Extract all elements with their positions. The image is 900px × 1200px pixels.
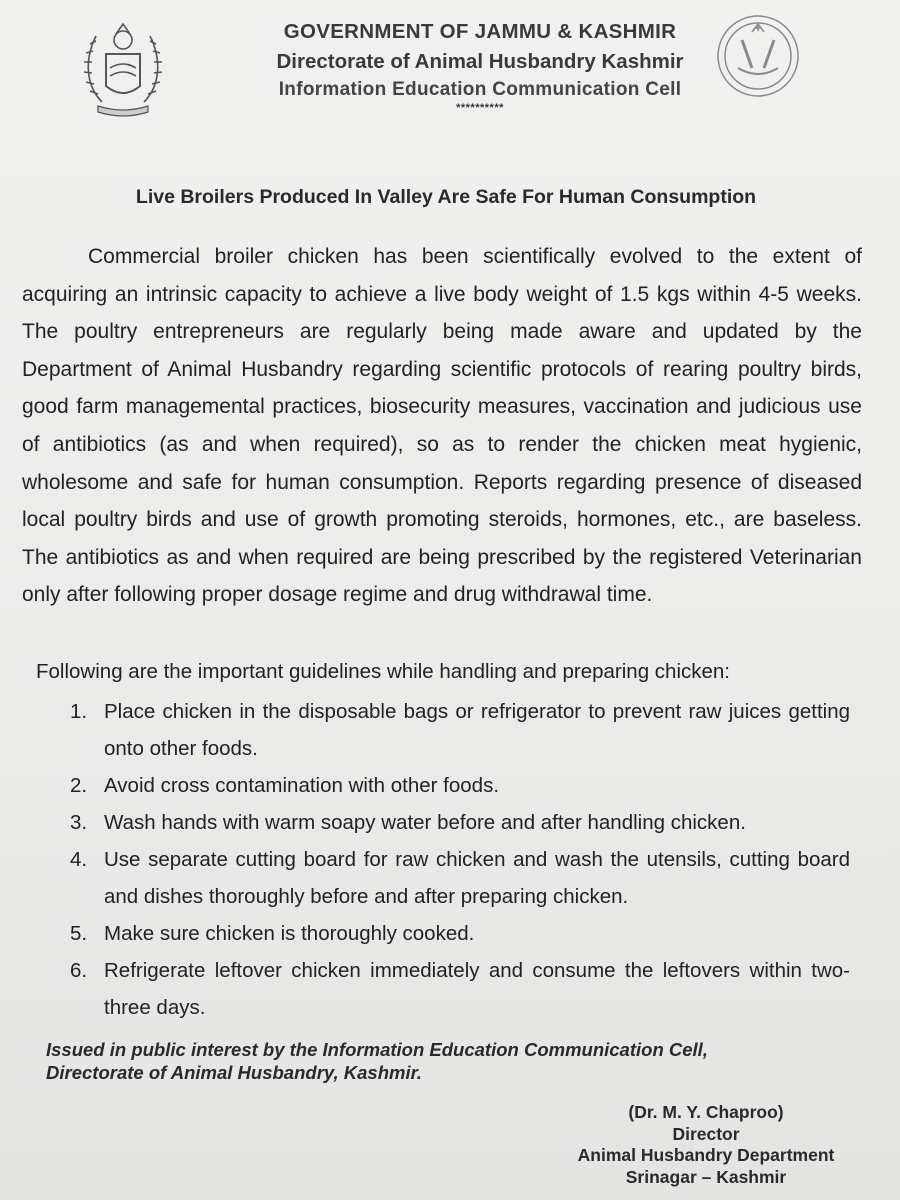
list-item <box>70 767 850 804</box>
list-item-text: Refrigerate leftover chicken immediately and consume the leftovers within two-three days. <box>104 959 850 1019</box>
state-emblem-icon <box>80 10 166 118</box>
signatory-name: (Dr. M. Y. Chaproo) <box>628 1102 784 1122</box>
list-item-number: 1. <box>70 700 88 723</box>
list-item-number: 6. <box>70 959 88 982</box>
government-title: GOVERNMENT OF JAMMU & KASHMIR <box>283 20 677 43</box>
signatory-department: Animal Husbandry Department <box>577 1145 835 1165</box>
list-item-number: 4. <box>70 848 88 871</box>
letterhead <box>160 22 800 114</box>
notice-headline: Live Broilers Produced In Valley Are Safe For Human Consumption <box>135 186 757 208</box>
list-item-text: Use separate cutting board for raw chicken and wash the utensils, cutting board and dishes thoroughly before and after preparing chicken. <box>104 848 850 908</box>
list-item <box>70 952 850 1026</box>
list-item-text: Make sure chicken is thoroughly cooked. <box>104 922 475 945</box>
signatory-title: Director <box>672 1123 740 1144</box>
cell-title: Information Education Communication Cell <box>278 79 682 100</box>
issued-by-line-1: Issued in public interest by the Information Education Communication Cell, <box>46 1039 708 1060</box>
signatory-location: Srinagar – Kashmir <box>625 1166 787 1187</box>
list-item <box>70 915 850 952</box>
list-item-number: 3. <box>70 811 88 834</box>
list-item <box>70 841 850 915</box>
list-item-text: Avoid cross contamination with other foods. <box>104 774 500 797</box>
issued-by-line-2: Directorate of Animal Husbandry, Kashmir. <box>46 1062 422 1083</box>
directorate-title: Directorate of Animal Husbandry Kashmir <box>276 49 684 73</box>
issued-by-note <box>46 1038 866 1084</box>
list-item-number: 2. <box>70 774 88 797</box>
list-item-text: Wash hands with warm soapy water before and after handling chicken. <box>104 811 746 834</box>
guidelines-intro: Following are the important guidelines while handling and preparing chicken: <box>36 660 731 683</box>
body-paragraph: Commercial broiler chicken has been scientifically evolved to the extent of acquiring an intrinsic capacity to achieve a live body weight of 1.5 kgs within 4-5 weeks. The poultry entrepreneurs are regularly being made aware and updated by the Department of Animal Husbandry regarding scientific protocols of rearing poultry birds, good farm managemental practices, biosecurity measures, vaccination and judicious use of antibiotics (as and when required), so as to render the chicken meat hygienic, wholesome and safe for human consumption. Reports regarding presence of diseased local poultry birds and use of growth promoting steroids, hormones, etc., are baseless. The antibiotics as and when required are being prescribed by the registered Veterinarian only after following proper dosage regime and drug withdrawal time. <box>22 245 862 607</box>
list-item <box>70 804 850 841</box>
signature-block <box>556 1102 856 1188</box>
header-separator: ********** <box>456 102 504 114</box>
list-item-number: 5. <box>70 922 88 945</box>
guidelines-list <box>70 693 850 1026</box>
list-item <box>70 693 850 767</box>
list-item-text: Place chicken in the disposable bags or refrigerator to prevent raw juices getting onto other foods. <box>104 700 850 760</box>
